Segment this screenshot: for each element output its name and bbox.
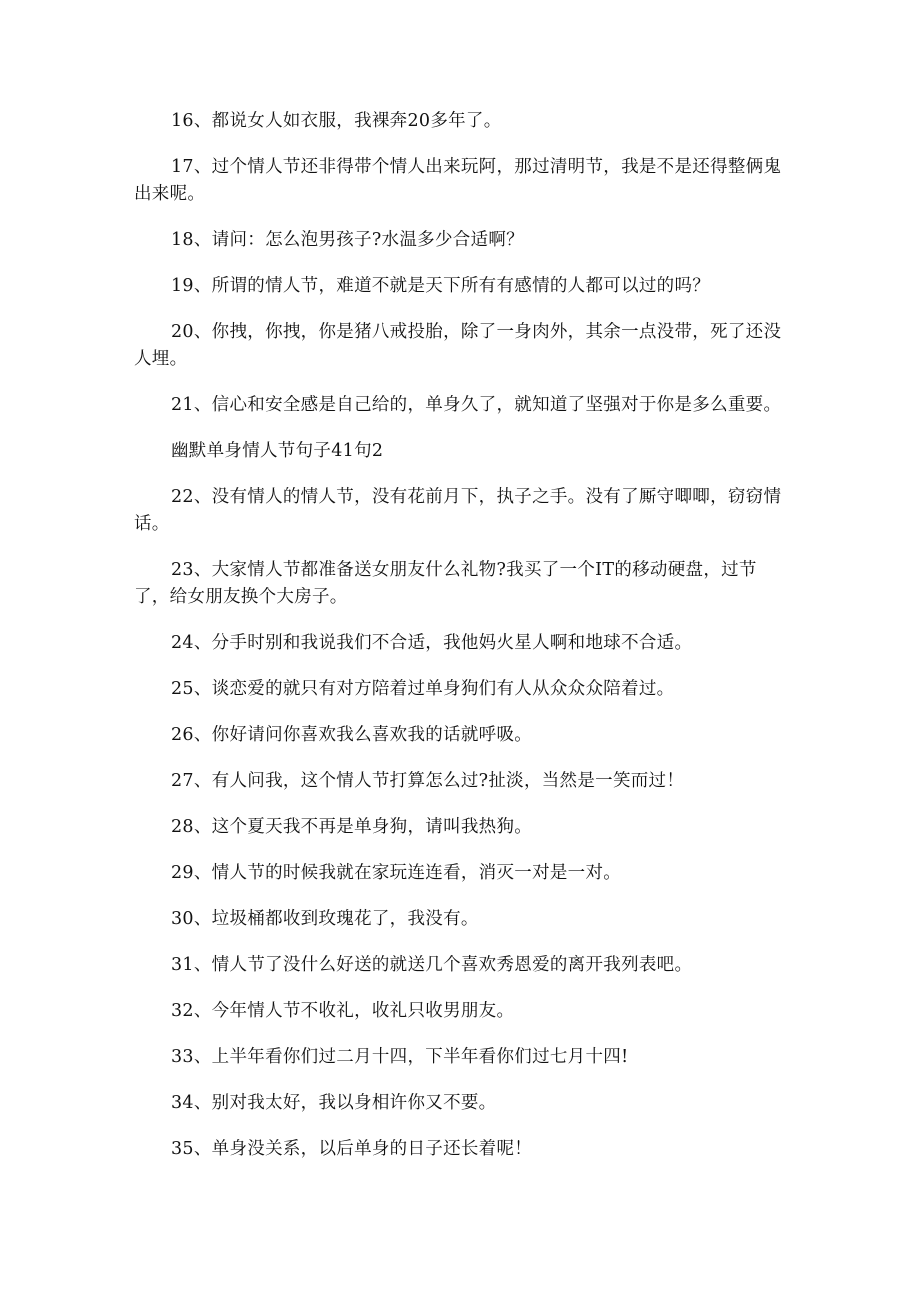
paragraph-31: 31、情人节了没什么好送的就送几个喜欢秀恩爱的离开我列表吧。	[171, 955, 693, 975]
paragraph-33: 33、上半年看你们过二月十四，下半年看你们过七月十四!	[171, 1047, 629, 1067]
paragraph-19: 19、所谓的情人节，难道不就是天下所有有感情的人都可以过的吗？	[171, 276, 711, 296]
paragraph-28: 28、这个夏天我不再是单身狗，请叫我热狗。	[171, 817, 533, 837]
paragraph-25: 25、谈恋爱的就只有对方陪着过单身狗们有人从众众众陪着过。	[171, 679, 675, 699]
paragraph-30: 30、垃圾桶都收到玫瑰花了，我没有。	[171, 909, 479, 929]
paragraph-32: 32、今年情人节不收礼，收礼只收男朋友。	[171, 1001, 515, 1021]
paragraph-26: 26、你好请问你喜欢我么喜欢我的话就呼吸。	[171, 725, 533, 745]
document-body	[134, 108, 784, 1182]
paragraph-18: 18、请问：怎么泡男孩子?水温多少合适啊？	[171, 230, 524, 250]
section-heading: 幽默单身情人节句子41句2	[171, 441, 384, 461]
paragraph-34: 34、别对我太好，我以身相许你又不要。	[171, 1093, 497, 1113]
paragraph-22: 22、没有情人的情人节，没有花前月下，执子之手。没有了厮守唧唧，窃窃情话。	[134, 487, 782, 534]
paragraph-17: 17、过个情人节还非得带个情人出来玩阿，那过清明节，我是不是还得整俩鬼出来呢。	[134, 157, 782, 204]
paragraph-27: 27、有人问我，这个情人节打算怎么过?扯淡，当然是一笑而过！	[171, 771, 685, 791]
paragraph-24: 24、分手时别和我说我们不合适，我他妈火星人啊和地球不合适。	[171, 633, 693, 653]
paragraph-35: 35、单身没关系，以后单身的日子还长着呢！	[171, 1139, 533, 1159]
paragraph-29: 29、情人节的时候我就在家玩连连看，消灭一对是一对。	[171, 863, 622, 883]
paragraph-16: 16、都说女人如衣服，我裸奔20多年了。	[171, 111, 502, 131]
paragraph-23: 23、大家情人节都准备送女朋友什么礼物?我买了一个IT的移动硬盘，过节了，给女朋友换个大房子。	[134, 560, 757, 607]
paragraph-20: 20、你拽，你拽，你是猪八戒投胎，除了一身肉外，其余一点没带，死了还没人埋。	[134, 322, 782, 369]
paragraph-21: 21、信心和安全感是自己给的，单身久了，就知道了坚强对于你是多么重要。	[171, 395, 782, 415]
